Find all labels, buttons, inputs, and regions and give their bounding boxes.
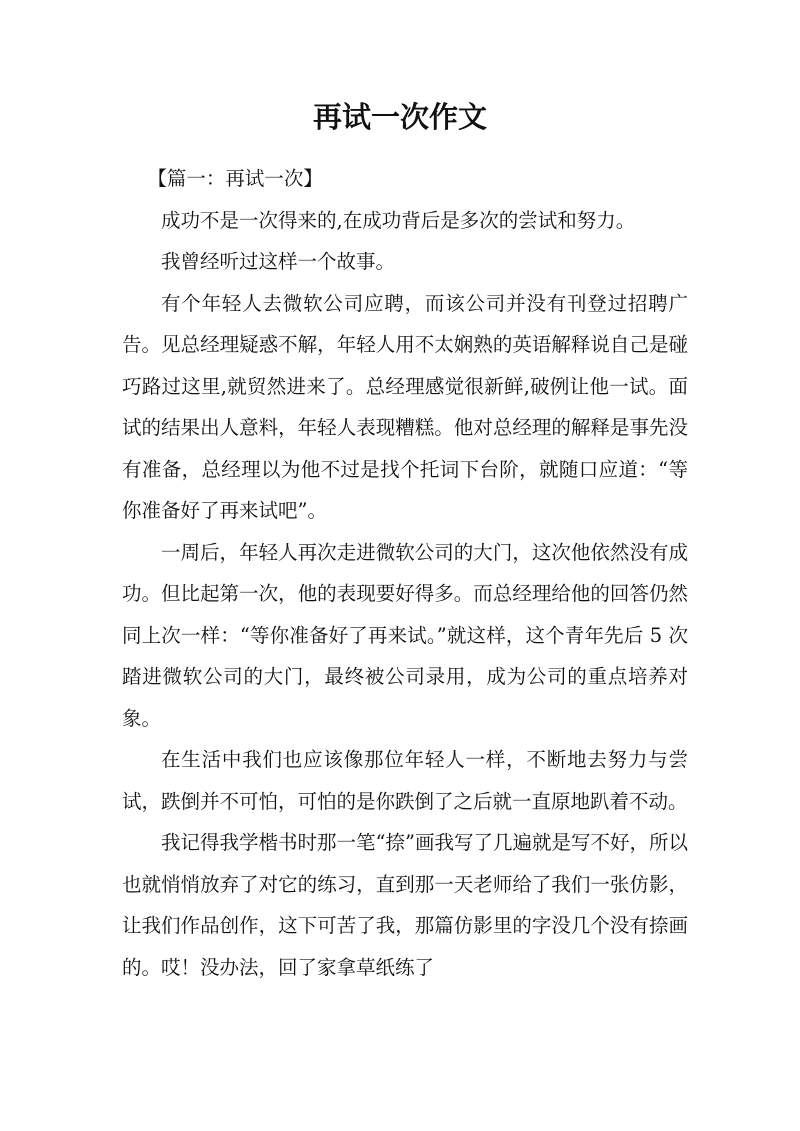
paragraph-3: 有个年轻人去微软公司应聘，而该公司并没有刊登过招聘广告。见总经理疑惑不解，年轻人用不太娴熟的英语解释说自己是碰巧路过这里,就贸然进来了。总经理感觉很新鲜,破例让他一试。面试的结果出人意料，年轻人表现糟糕。他对总经理的解释是事先没有准备，总经理以为他不过是找个托词下台阶，就随口应道：“等你准备好了再来试吧”。 xyxy=(122,291,688,522)
paragraph-1: 成功不是一次得来的,在成功背后是多次的尝试和努力。 xyxy=(161,208,636,232)
paragraph-4: 一周后，年轻人再次走进微软公司的大门，这次他依然没有成功。但比起第一次，他的表现要好得多。而总经理给他的回答仍然同上次一样：“等你准备好了再来试。”就这样，这个青年先后 5 次踏进微软公司的大门，最终被公司录用，成为公司的重点培养对象。 xyxy=(122,540,688,730)
paragraph-6: 我记得我学楷书时那一笔“捺”画我写了几遍就是写不好，所以也就悄悄放弃了对它的练习，直到那一天老师给了我们一张仿影，让我们作品创作，这下可苦了我，那篇仿影里的字没几个没有捺画的。哎！没办法，回了家拿草纸练了 xyxy=(122,831,688,979)
paragraph-5: 在生活中我们也应该像那位年轻人一样，不断地去努力与尝试，跌倒并不可怕，可怕的是你跌倒了之后就一直原地趴着不动。 xyxy=(122,748,688,813)
document-body xyxy=(122,158,688,988)
section-heading: 【篇一：再试一次】 xyxy=(147,167,323,190)
document-title: 再试一次作文 xyxy=(312,100,487,134)
paragraph-2: 我曾经听过这样一个故事。 xyxy=(161,250,396,273)
